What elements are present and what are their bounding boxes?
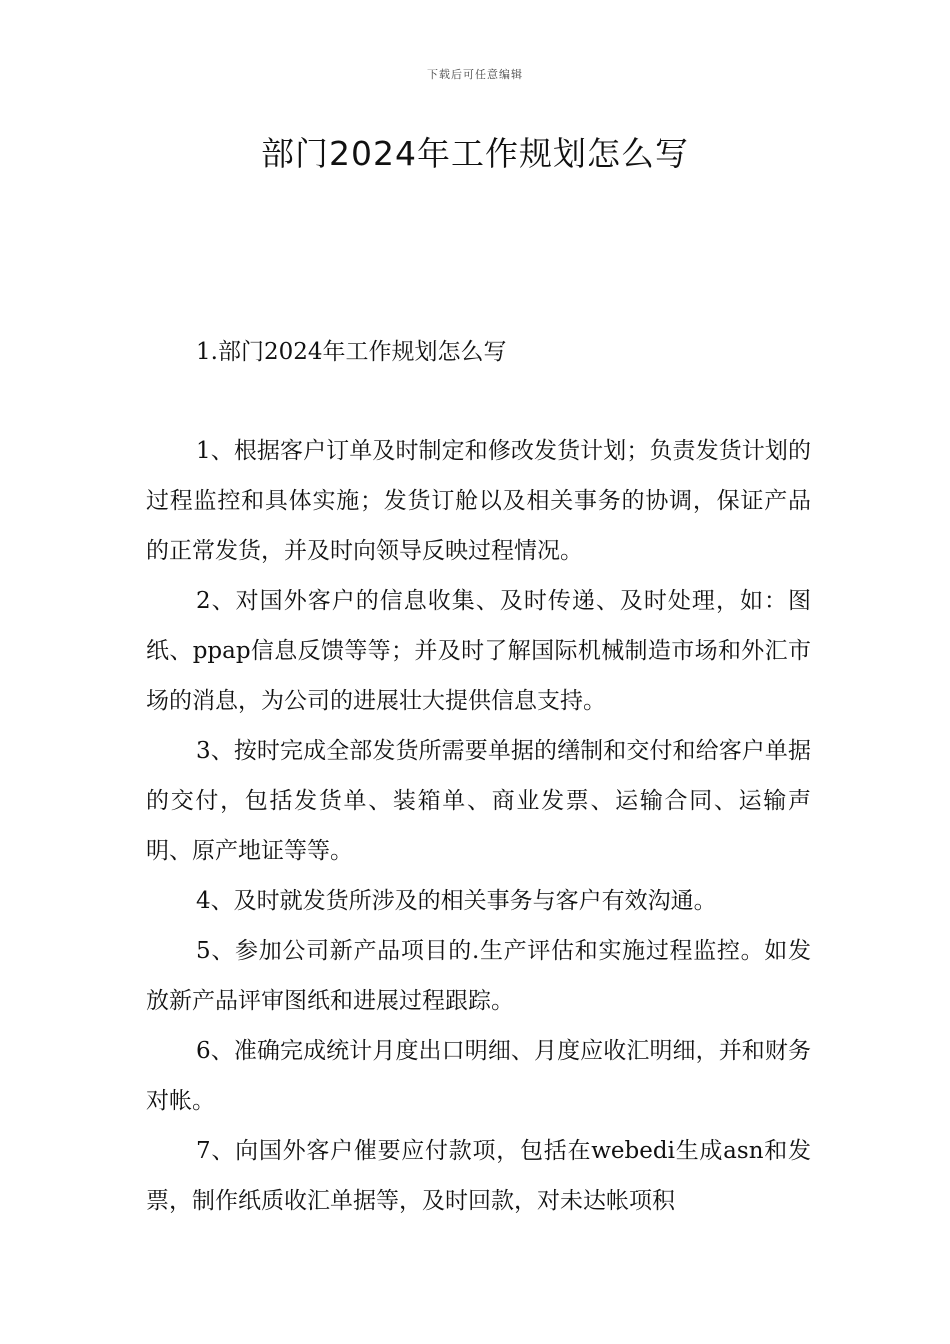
- paragraph-2: 2、对国外客户的信息收集、及时传递、及时处理，如：图纸、ppap信息反馈等等；并及时了解国际机械制造市场和外汇市场的消息，为公司的进展壮大提供信息支持。: [146, 588, 811, 714]
- paragraph-1: 1、根据客户订单及时制定和修改发货计划；负责发货计划的过程监控和具体实施；发货订舱以及相关事务的协调，保证产品的正常发货，并及时向领导反映过程情况。: [146, 438, 811, 564]
- document-title: 部门2024年工作规划怎么写: [261, 134, 689, 173]
- paragraph-6: 6、准确完成统计月度出口明细、月度应收汇明细，并和财务对帐。: [146, 1038, 811, 1114]
- paragraph-4: 4、及时就发货所涉及的相关事务与客户有效沟通。: [196, 888, 717, 914]
- paragraph-5: 5、参加公司新产品项目的.生产评估和实施过程监控。如发放新产品评审图纸和进展过程跟踪。: [146, 938, 811, 1014]
- paragraph-3: 3、按时完成全部发货所需要单据的缮制和交付和给客户单据的交付，包括发货单、装箱单、商业发票、运输合同、运输声明、原产地证等等。: [146, 738, 811, 864]
- document-body: [146, 426, 811, 1226]
- paragraph-7: 7、向国外客户催要应付款项，包括在webedi生成asn和发票，制作纸质收汇单据等，及时回款，对未达帐项积: [146, 1138, 811, 1214]
- header-note: 下载后可任意编辑: [427, 68, 523, 81]
- section-heading: 1.部门2024年工作规划怎么写: [196, 339, 507, 365]
